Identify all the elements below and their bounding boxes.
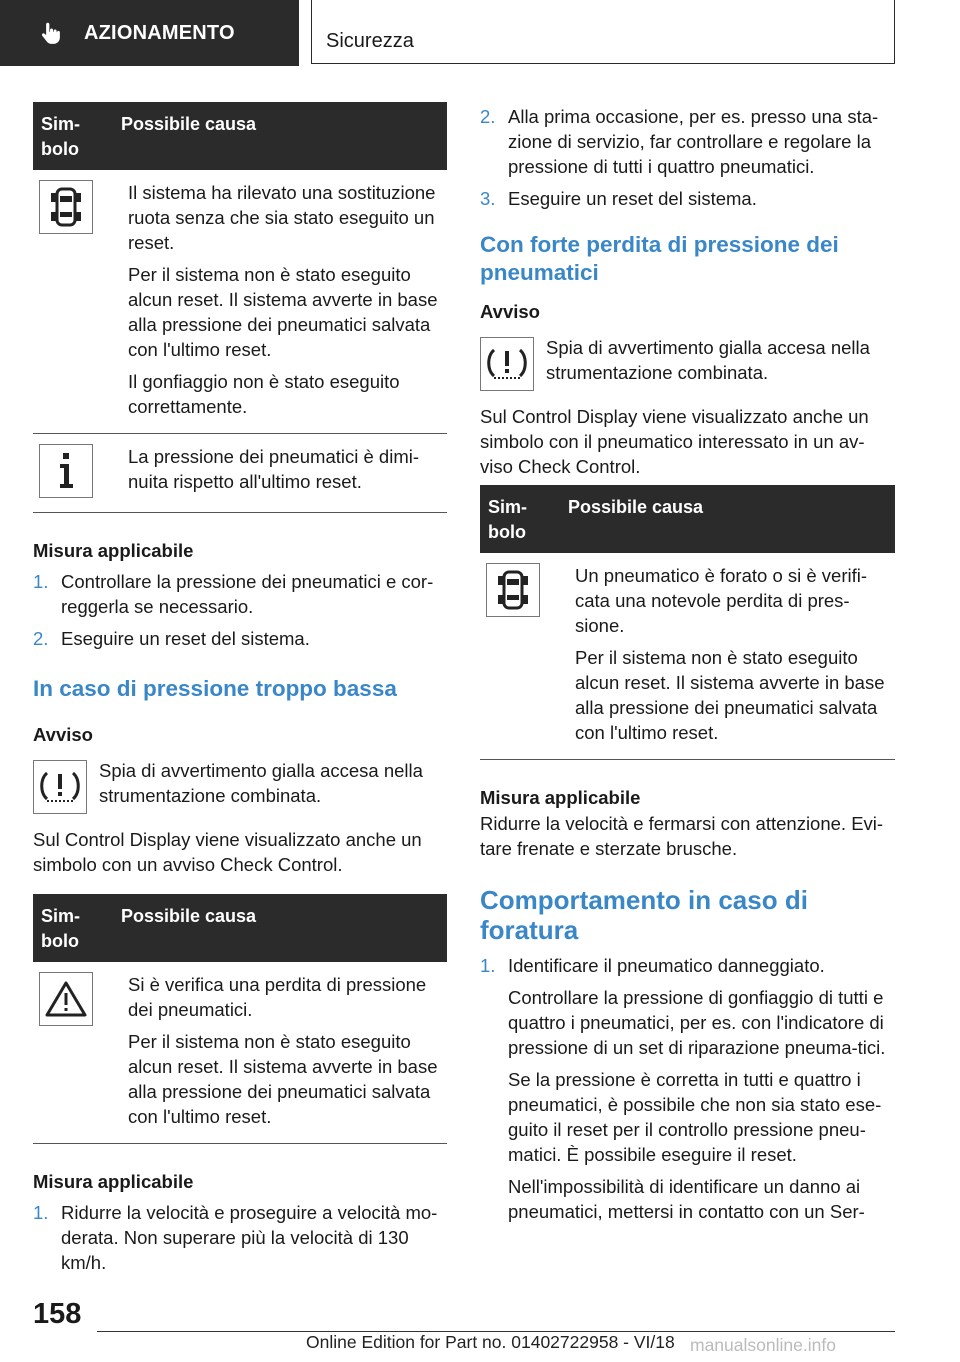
list-item: 1. Identificare il pneumatico danneggiato. Controllare la pressione di gonfiaggio di tutti e quattro i pneumatici, per es. con l'indicatore di pressione di un set di riparazione pneuma-tici. Se la pressione è corretta in tutti e quattro i pneumatici, è possibile che non sia stato ese-guito il reset per il controllo pressione pneu-matici. È possibile eseguire il reset. Nell'impossibilità di identificare un danno ai pneumatici, mettersi in contatto con un Ser- — [480, 953, 895, 1231]
step-text: Se la pressione è corretta in tutti e quattro i pneumatici, è possibile che non sia stato ese-guito il reset per il controllo pressione pneu-matici. È possibile eseguire il reset. — [508, 1069, 882, 1165]
list-item: 1. Ridurre la velocità e proseguire a velocità mo-derata. Non superare più la velocità di 130 km/h. — [33, 1202, 438, 1273]
symbol-table-3 — [480, 485, 895, 760]
table-row — [33, 170, 447, 434]
symbol-table-1 — [33, 102, 447, 513]
car-tire-icon — [39, 180, 93, 234]
col-symbol-header: Sim- bolo — [41, 906, 81, 951]
col-cause-header: Possibile causa — [121, 906, 257, 926]
cause-text: Si è verifica una perdita di pressione dei pneumatici. — [128, 974, 427, 1020]
cause-text: Per il sistema non è stato eseguito alcun reset. Il sistema avverte in base alla pressione dei pneumatici salvata con l'ultimo reset. — [128, 1031, 438, 1127]
cause-text: Per il sistema non è stato eseguito alcun reset. Il sistema avverte in base alla pressione dei pneumatici salvata con l'ultimo reset. — [128, 264, 438, 360]
page-header — [0, 0, 960, 66]
section-heading: In caso di pressione troppo bassa — [33, 676, 397, 701]
col-cause-header: Possibile causa — [568, 497, 704, 517]
measure-title: Misura applicabile — [33, 1171, 194, 1192]
cause-text: La pressione dei pneumatici è dimi-nuita rispetto all'ultimo reset. — [128, 446, 420, 492]
tire-pressure-warning-icon — [480, 337, 534, 391]
left-column — [33, 102, 447, 1275]
right-column — [480, 104, 895, 1231]
table-row — [480, 553, 895, 760]
list-item: 2. Eseguire un reset del sistema. — [33, 628, 310, 649]
cause-text: Per il sistema non è stato eseguito alcun reset. Il sistema avverte in base alla pressione dei pneumatici salvata con l'ultimo reset. — [575, 647, 885, 743]
table-row — [33, 962, 447, 1144]
step-text: Nell'impossibilità di identificare un danno ai pneumatici, mettersi in contatto con un Ser- — [508, 1176, 865, 1222]
table-header — [33, 894, 447, 962]
paragraph: Ridurre la velocità e fermarsi con attenzione. Evi-tare frenate e sterzate brusche. — [480, 813, 884, 859]
edition-text: Online Edition for Part no. 01402722958 - VI/18 — [306, 1332, 675, 1352]
measure-block-2 — [33, 1169, 447, 1275]
cause-text: Un pneumatico è forato o si è verifi-cata una notevole perdita di pres-sione. — [575, 565, 868, 636]
chapter-tab — [311, 0, 895, 64]
section-title: AZIONAMENTO — [84, 21, 235, 44]
watermark: manualsonline.info — [690, 1335, 836, 1355]
page-number: 158 — [33, 1298, 82, 1330]
list-item: 2. Alla prima occasione, per es. presso una sta-zione di servizio, far controllare e regolare la pressione di tutti i quattro pneumatici. — [480, 106, 879, 177]
step-text: Controllare la pressione di gonfiaggio di tutti e quattro i pneumatici, per es. con l'indicatore di pressione di un set di riparazione pneuma-tici. — [508, 987, 886, 1058]
car-tire-icon — [486, 563, 540, 617]
hand-pointer-icon — [38, 20, 64, 46]
chapter-title: Sicurezza — [326, 30, 414, 52]
info-icon — [39, 444, 93, 498]
tire-pressure-warning-icon — [33, 760, 87, 814]
warning-notice — [480, 335, 895, 391]
measure-title: Misura applicabile — [480, 787, 641, 808]
section-heading: Con forte perdita di pressione dei pneumatici — [480, 232, 839, 285]
section-heading-large: Comportamento in caso di foratura — [480, 885, 808, 945]
section-tab — [0, 0, 299, 66]
warning-notice — [33, 758, 447, 814]
table-header — [480, 485, 895, 553]
measure-title: Misura applicabile — [33, 540, 194, 561]
list-item: 3. Eseguire un reset del sistema. — [480, 188, 757, 209]
list-item: 1. Controllare la pressione dei pneumatici e cor-reggerla se necessario. — [33, 571, 434, 617]
cause-text: Il gonfiaggio non è stato eseguito correttamente. — [128, 371, 400, 417]
col-symbol-header: Sim- bolo — [488, 497, 528, 542]
paragraph: Sul Control Display viene visualizzato anche un simbolo con un avviso Check Control. — [33, 829, 422, 875]
cause-text: Il sistema ha rilevato una sostituzione ruota senza che sia stato eseguito un reset. — [128, 182, 436, 253]
warning-text: Spia di avvertimento gialla accesa nella strumentazione combinata. — [546, 337, 870, 383]
symbol-table-2 — [33, 894, 447, 1144]
table-row — [33, 434, 447, 513]
step-text: Identificare il pneumatico danneggiato. — [508, 955, 825, 976]
notice-label: Avviso — [480, 301, 540, 322]
measure-block-1 — [33, 538, 447, 651]
measure-block-3 — [480, 785, 895, 861]
table-header — [33, 102, 447, 170]
paragraph: Sul Control Display viene visualizzato anche un simbolo con il pneumatico interessato in un av-viso Check Control. — [480, 406, 869, 477]
col-cause-header: Possibile causa — [121, 114, 257, 134]
warning-triangle-icon — [39, 972, 93, 1026]
warning-text: Spia di avvertimento gialla accesa nella strumentazione combinata. — [99, 760, 423, 806]
notice-label: Avviso — [33, 724, 93, 745]
col-symbol-header: Sim- bolo — [41, 114, 81, 159]
